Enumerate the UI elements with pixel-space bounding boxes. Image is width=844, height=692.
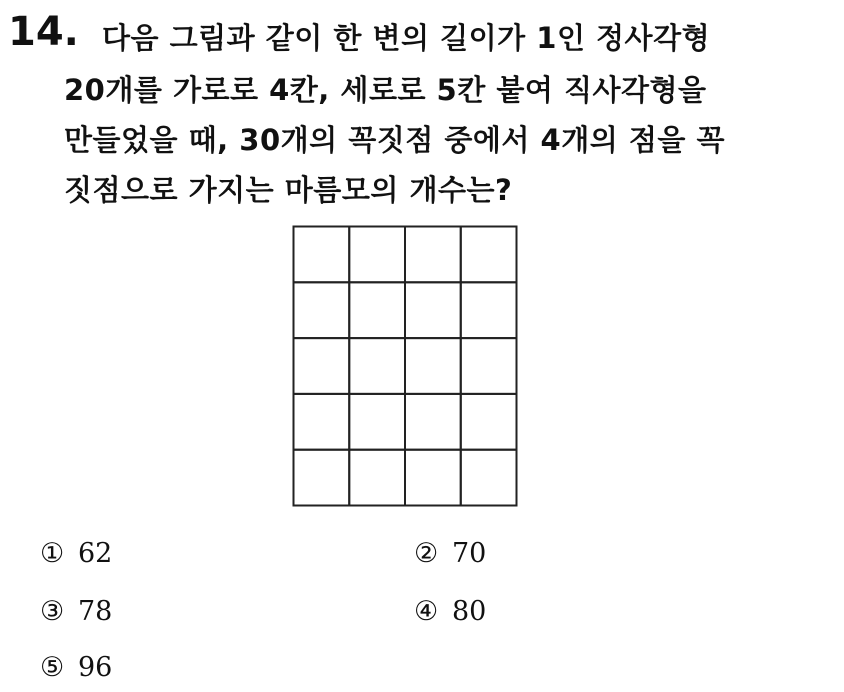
unit-square bbox=[294, 227, 350, 283]
choice-3[interactable] bbox=[40, 594, 112, 630]
unit-square bbox=[349, 338, 405, 394]
question-number: 14. bbox=[8, 9, 79, 55]
question-line-1: 다음 그림과 같이 한 변의 길이가 1인 정사각형 bbox=[102, 21, 711, 55]
unit-square bbox=[349, 394, 405, 450]
choice-5[interactable] bbox=[40, 650, 112, 686]
question-line-3: 만들었을 때, 30개의 꼭짓점 중에서 4개의 점을 꼭 bbox=[64, 123, 725, 157]
choice-3-value: 78 bbox=[78, 596, 113, 627]
choice-4-value: 80 bbox=[452, 596, 487, 627]
unit-square bbox=[461, 282, 517, 338]
unit-square bbox=[405, 282, 461, 338]
choice-1-value: 62 bbox=[78, 538, 113, 569]
answer-choices bbox=[40, 532, 800, 692]
choice-1-mark: ① bbox=[40, 538, 65, 569]
choice-2-mark: ② bbox=[414, 538, 439, 569]
unit-square bbox=[405, 450, 461, 506]
choice-3-mark: ③ bbox=[40, 596, 65, 627]
unit-square bbox=[461, 227, 517, 283]
unit-square bbox=[461, 450, 517, 506]
grid-drawing bbox=[292, 225, 518, 507]
unit-square bbox=[294, 338, 350, 394]
unit-square bbox=[349, 227, 405, 283]
choice-2-value: 70 bbox=[452, 538, 487, 569]
choice-5-mark: ⑤ bbox=[40, 652, 65, 683]
square-grid-figure bbox=[292, 225, 518, 507]
choice-5-value: 96 bbox=[78, 652, 113, 683]
choice-1[interactable] bbox=[40, 536, 112, 572]
choice-4[interactable] bbox=[414, 594, 486, 630]
unit-square bbox=[349, 282, 405, 338]
choice-4-mark: ④ bbox=[414, 596, 439, 627]
unit-square bbox=[294, 394, 350, 450]
unit-square bbox=[461, 338, 517, 394]
unit-square bbox=[461, 394, 517, 450]
unit-square bbox=[405, 227, 461, 283]
unit-square bbox=[349, 450, 405, 506]
unit-square bbox=[405, 394, 461, 450]
question-line-4: 짓점으로 가지는 마름모의 개수는? bbox=[64, 173, 513, 207]
question-line-2: 20개를 가로로 4칸, 세로로 5칸 붙여 직사각형을 bbox=[64, 73, 707, 107]
unit-square bbox=[294, 282, 350, 338]
unit-square bbox=[405, 338, 461, 394]
choice-2[interactable] bbox=[414, 536, 486, 572]
unit-square bbox=[294, 450, 350, 506]
